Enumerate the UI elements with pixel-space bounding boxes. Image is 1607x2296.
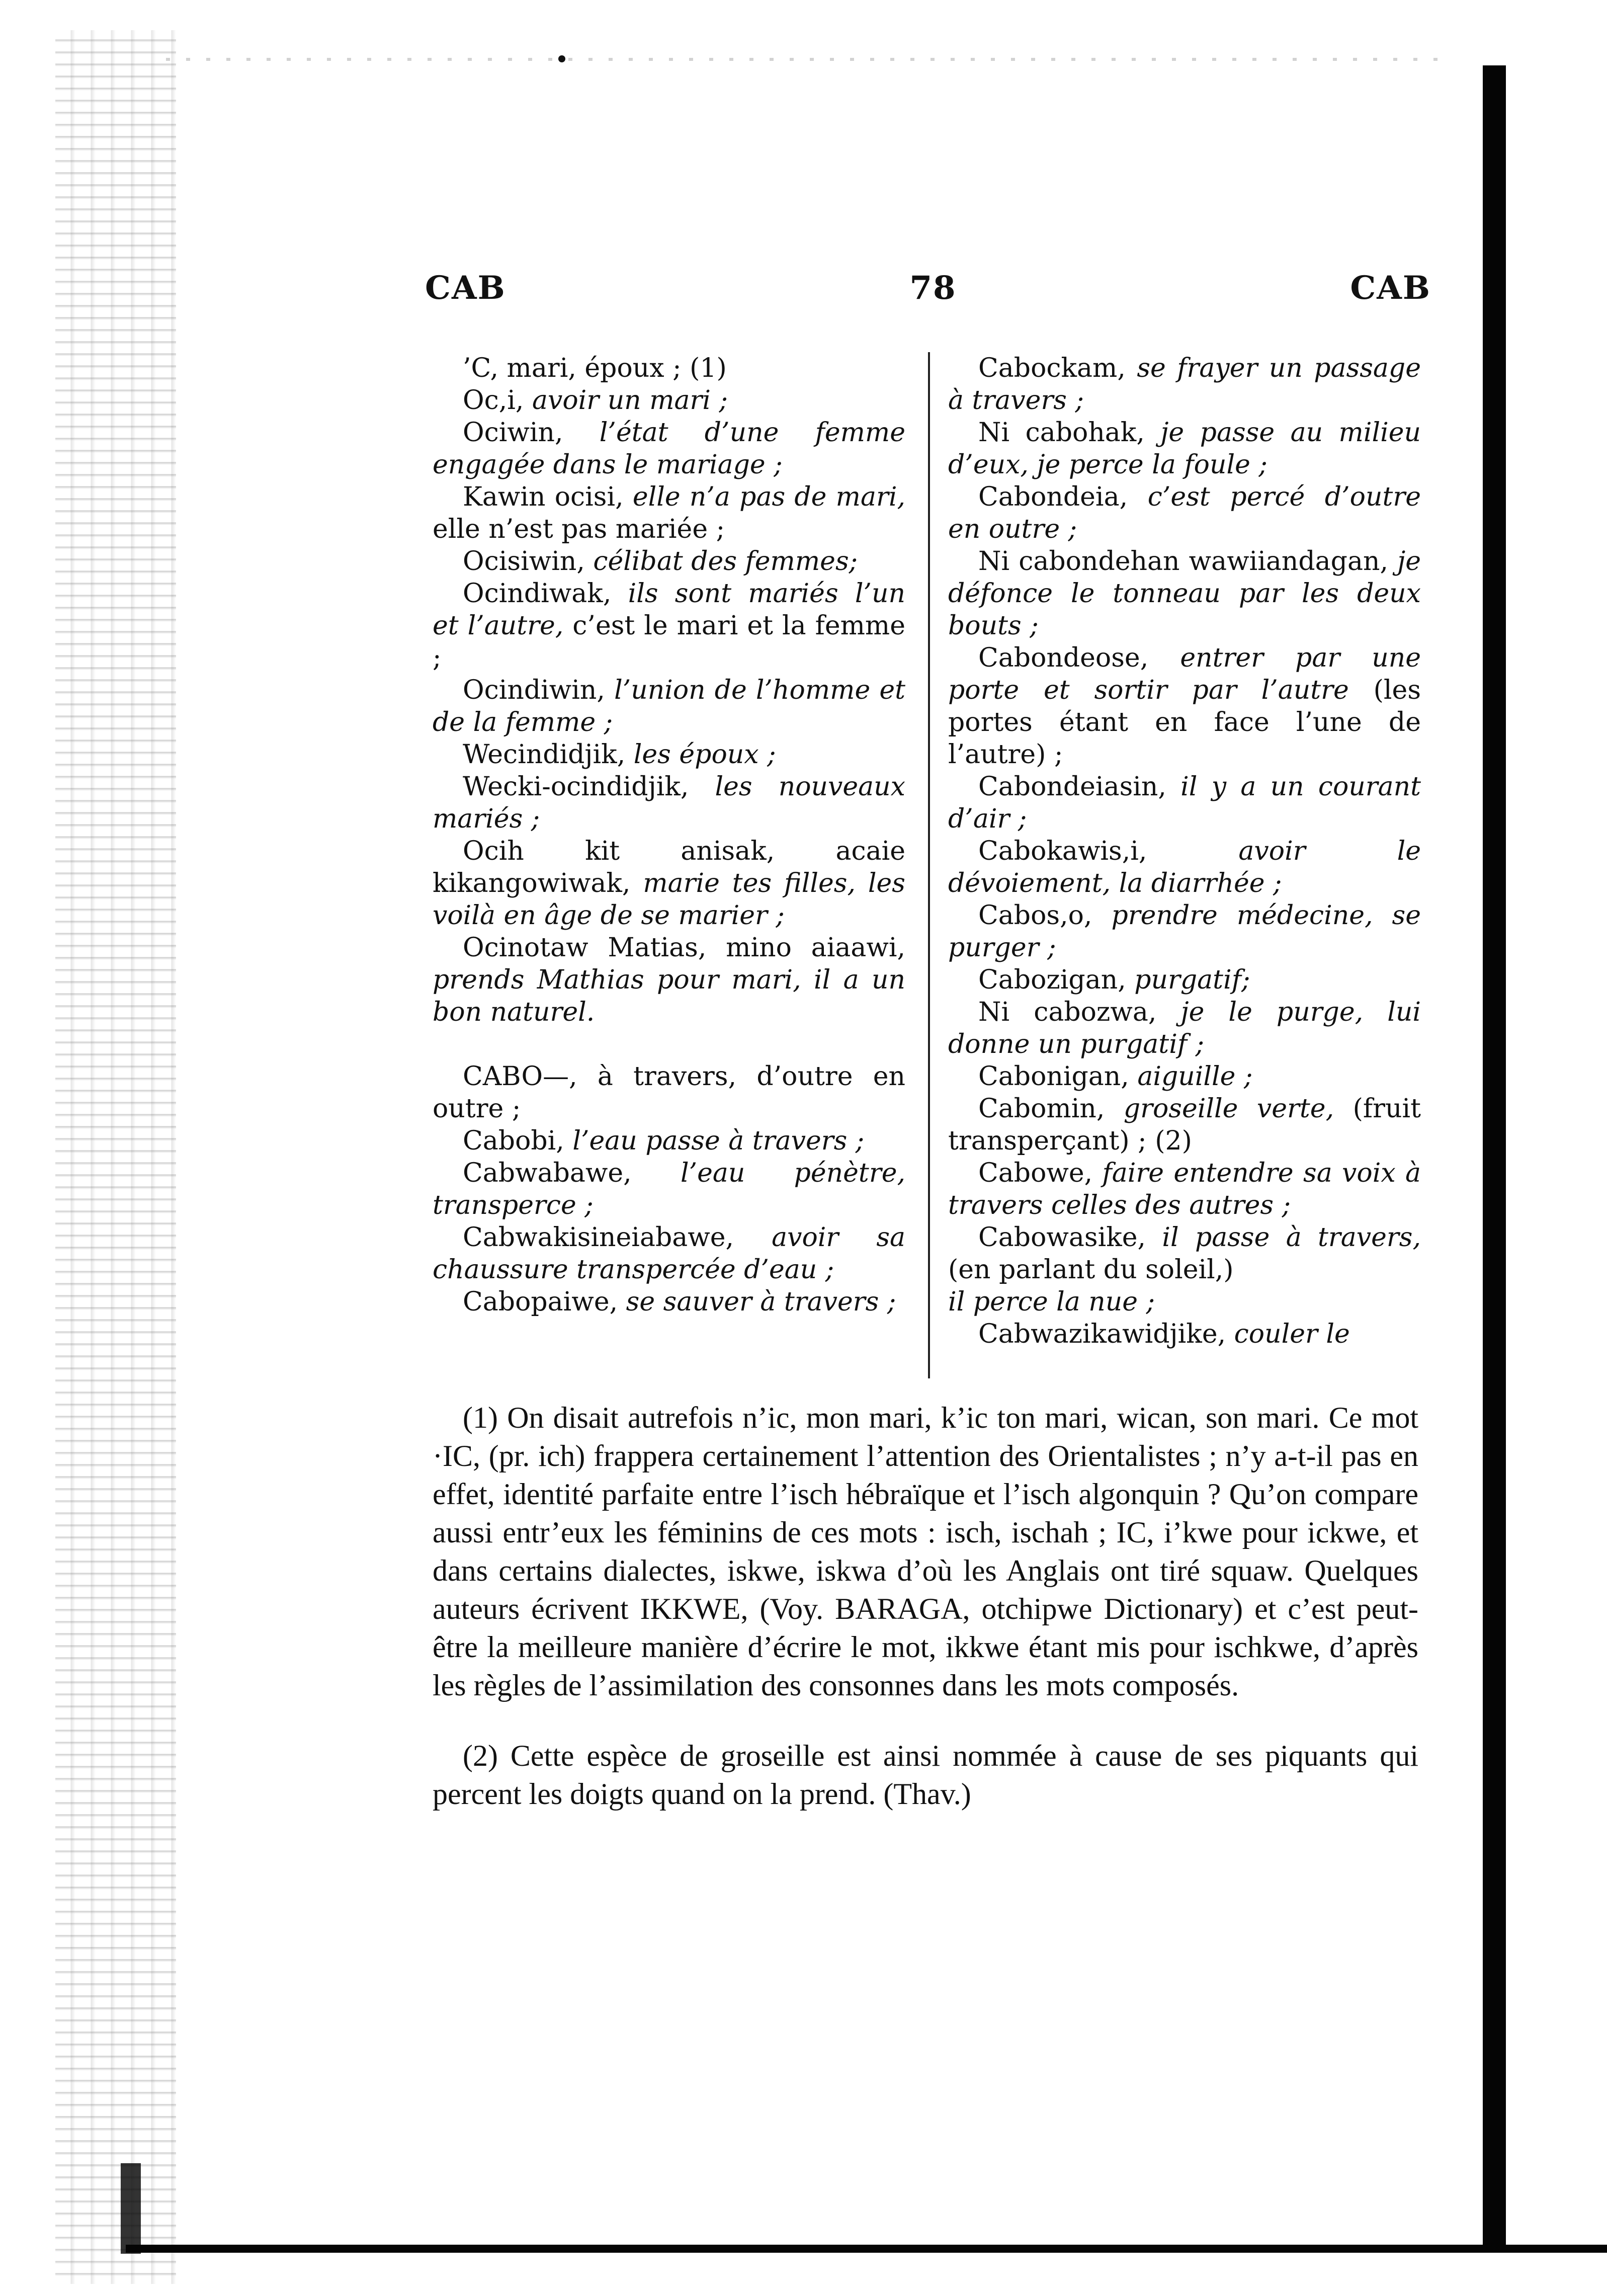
entry-gloss: avoir un mari ; <box>532 385 728 416</box>
entry-gloss: groseille verte, <box>1123 1094 1334 1124</box>
dictionary-entry <box>433 1221 905 1286</box>
left-column <box>433 352 905 1318</box>
scan-bottom-border <box>126 2245 1607 2253</box>
entry-gloss: il perce la nue ; <box>948 1287 1155 1317</box>
dictionary-entry <box>948 352 1421 417</box>
entry-text: Cabokawis,i, <box>978 836 1239 866</box>
entry-text: Cabockam, <box>978 353 1137 383</box>
entry-text: Ni cabozwa, <box>978 997 1181 1027</box>
entry-text: Cabozigan, <box>978 965 1135 995</box>
dictionary-entry <box>948 1157 1421 1221</box>
dictionary-entry <box>948 1093 1421 1157</box>
entry-text: Cabobi, <box>463 1126 573 1156</box>
running-header <box>425 269 1431 309</box>
dictionary-entry <box>948 642 1421 771</box>
entry-gloss: faire entendre sa voix à travers celles des autres ; <box>948 1158 1421 1220</box>
entry-text: Cabopaiwe, <box>463 1287 626 1317</box>
entry-gloss: elle n’a pas de mari, <box>632 482 905 512</box>
entry-text: Wecki-ocindidjik, <box>463 772 715 802</box>
dictionary-entry <box>948 835 1421 899</box>
dictionary-entry <box>948 545 1421 642</box>
dictionary-entry <box>433 384 905 417</box>
entry-text: (les portes étant en face l’une de l’autre) ; <box>948 675 1421 770</box>
dictionary-entry <box>433 578 905 674</box>
page-number: 78 <box>909 269 957 307</box>
entry-gloss: marie tes filles, les voilà en âge de se marier ; <box>433 868 905 931</box>
dictionary-entry <box>433 1125 905 1157</box>
entry-gloss: purgatif; <box>1134 965 1250 995</box>
dictionary-entry <box>948 1286 1421 1318</box>
entry-text: Ni cabondehan wawiiandagan, <box>978 546 1398 577</box>
entry-gloss: avoir le dévoiement, la diarrhée ; <box>948 836 1421 898</box>
entry-gloss: les nouveaux mariés ; <box>433 772 905 834</box>
entry-text: Ocinotaw Matias, mino aiaawi, <box>463 933 905 963</box>
scan-dot <box>558 55 565 62</box>
dictionary-entry <box>948 417 1421 481</box>
header-left-word: CAB <box>425 269 506 307</box>
entry-text: Cabwakisineiabawe, <box>463 1222 772 1253</box>
dictionary-entry <box>948 1060 1421 1093</box>
entry-gloss: je défonce le tonneau par les deux bouts ; <box>948 546 1421 641</box>
dictionary-entry <box>948 996 1421 1060</box>
entry-gloss: l’eau pénètre, transperce ; <box>433 1158 905 1220</box>
entry-text: Kawin ocisi, <box>463 482 633 512</box>
entry-gloss: je le purge, lui donne un purgatif ; <box>948 997 1421 1059</box>
entry-gloss: célibat des femmes; <box>593 546 858 577</box>
entry-gloss: il passe à travers, <box>1162 1222 1421 1253</box>
entry-text: Ni cabohak, <box>978 418 1161 448</box>
entry-text: c’est le mari et la femme ; <box>433 611 905 673</box>
entry-gloss: je passe au milieu d’eux, je perce la foule ; <box>948 418 1421 480</box>
entry-text: Cabowe, <box>978 1158 1103 1188</box>
dictionary-entry <box>948 1318 1421 1350</box>
footnote-1: (1) On disait autrefois n’ic, mon mari, k’ic ton mari, wican, son mari. Ce mot ·IC, (pr. ich) frappera certainement l’attention des Orientalistes ; n’y a-t-il pas en effet, identité parfaite entre l’isch hébraïque et l’isch algonquin ? Qu’on compare aussi entr’eux les féminins de ces mots : isch, ischah ; IC, i’kwe pour ickwe, et dans certains dialectes, iskwe, iskwa d’où les Anglais ont tiré squaw. Quelques auteurs écrivent IKKWE, (Voy. BARAGA, otchipwe Dictionary) et c’est peut-être la meilleure manière d’écrire le mot, ikkwe étant mis pour ischkwe, d’après les règles de l’assimilation des consonnes dans les mots composés. <box>433 1401 1418 1702</box>
entry-text: Cabondeia, <box>978 482 1148 512</box>
entry-gloss: avoir sa chaussure transpercée d’eau ; <box>433 1222 905 1285</box>
dictionary-entry <box>433 545 905 578</box>
entry-gloss: prends Mathias pour mari, il a un bon naturel. <box>433 965 905 1027</box>
entry-text: Cabos,o, <box>978 900 1112 931</box>
entry-text: CABO—, à travers, d’outre en outre ; <box>433 1061 905 1124</box>
dictionary-entry <box>433 674 905 739</box>
entry-gloss: se frayer un passage à travers ; <box>948 353 1421 416</box>
entry-gloss: il y a un courant d’air ; <box>948 772 1421 834</box>
scan-right-border <box>1483 65 1506 2249</box>
dictionary-entry <box>433 1060 905 1125</box>
dictionary-entry <box>433 1286 905 1318</box>
entry-gloss: ils sont mariés l’un et l’autre, <box>433 579 905 641</box>
entry-text: Ocih kit anisak, acaie kikangowiwak, <box>433 836 905 898</box>
header-right-word: CAB <box>1350 269 1431 307</box>
dictionary-entry <box>433 835 905 932</box>
entry-gloss: entrer par une porte et sortir par l’autre <box>948 643 1421 705</box>
entry-text: ’C, mari, époux ; (1) <box>463 353 727 383</box>
scan-top-speckle <box>166 58 1454 61</box>
scan-margin-noise <box>55 30 176 2284</box>
dictionary-entry <box>433 1157 905 1221</box>
entry-text: Cabonigan, <box>978 1061 1138 1092</box>
entry-text: Cabowasike, <box>978 1222 1162 1253</box>
entry-text: Ocisiwin, <box>463 546 594 577</box>
entry-text: Ociwin, <box>463 418 600 448</box>
dictionary-entry <box>433 417 905 481</box>
scan-margin-mark <box>121 2163 141 2254</box>
entry-gloss: les époux ; <box>633 740 776 770</box>
dictionary-entry <box>948 964 1421 996</box>
dictionary-entry <box>948 899 1421 964</box>
entry-gloss: c’est percé d’outre en outre ; <box>948 482 1421 544</box>
entry-text: (fruit transperçant) ; (2) <box>948 1094 1421 1156</box>
footnote-2: (2) Cette espèce de groseille est ainsi nommée à cause de ses piquants qui percent les doigts quand on la prend. (Thav.) <box>433 1739 1418 1811</box>
entry-text: Cabwazikawidjike, <box>978 1319 1234 1349</box>
entry-gloss: l’état d’une femme engagée dans le mariage ; <box>433 418 905 480</box>
entry-text: Oc,i, <box>463 385 532 416</box>
dictionary-entry <box>433 481 905 545</box>
dictionary-entry <box>433 739 905 771</box>
entry-text: Cabomin, <box>978 1094 1124 1124</box>
entry-text: Cabwabawe, <box>463 1158 681 1188</box>
entry-gloss: prendre médecine, se purger ; <box>948 900 1421 963</box>
footnotes <box>433 1399 1418 1813</box>
dictionary-entry <box>948 481 1421 545</box>
entry-gloss: couler le <box>1234 1319 1350 1349</box>
entry-text: Ocindiwin, <box>463 675 615 705</box>
entry-text: Ocindiwak, <box>463 579 628 609</box>
dictionary-entry <box>948 771 1421 835</box>
entry-gloss: aiguille ; <box>1137 1061 1253 1092</box>
entry-text: Cabondeose, <box>978 643 1180 673</box>
entry-text: elle n’est pas mariée ; <box>433 514 725 544</box>
dictionary-entry <box>433 932 905 1028</box>
dictionary-entry <box>948 1221 1421 1286</box>
entry-gloss: l’union de l’homme et de la femme ; <box>433 675 906 737</box>
entry-text: (en parlant du soleil,) <box>948 1255 1234 1285</box>
dictionary-entry <box>433 771 905 835</box>
entry-gloss: se sauver à travers ; <box>626 1287 896 1317</box>
entry-gloss: l’eau passe à travers ; <box>572 1126 865 1156</box>
entry-text: Wecindidjik, <box>463 740 634 770</box>
column-divider <box>928 352 930 1378</box>
right-column <box>948 352 1421 1350</box>
dictionary-entry <box>433 352 905 384</box>
entry-text: Cabondeiasin, <box>978 772 1181 802</box>
